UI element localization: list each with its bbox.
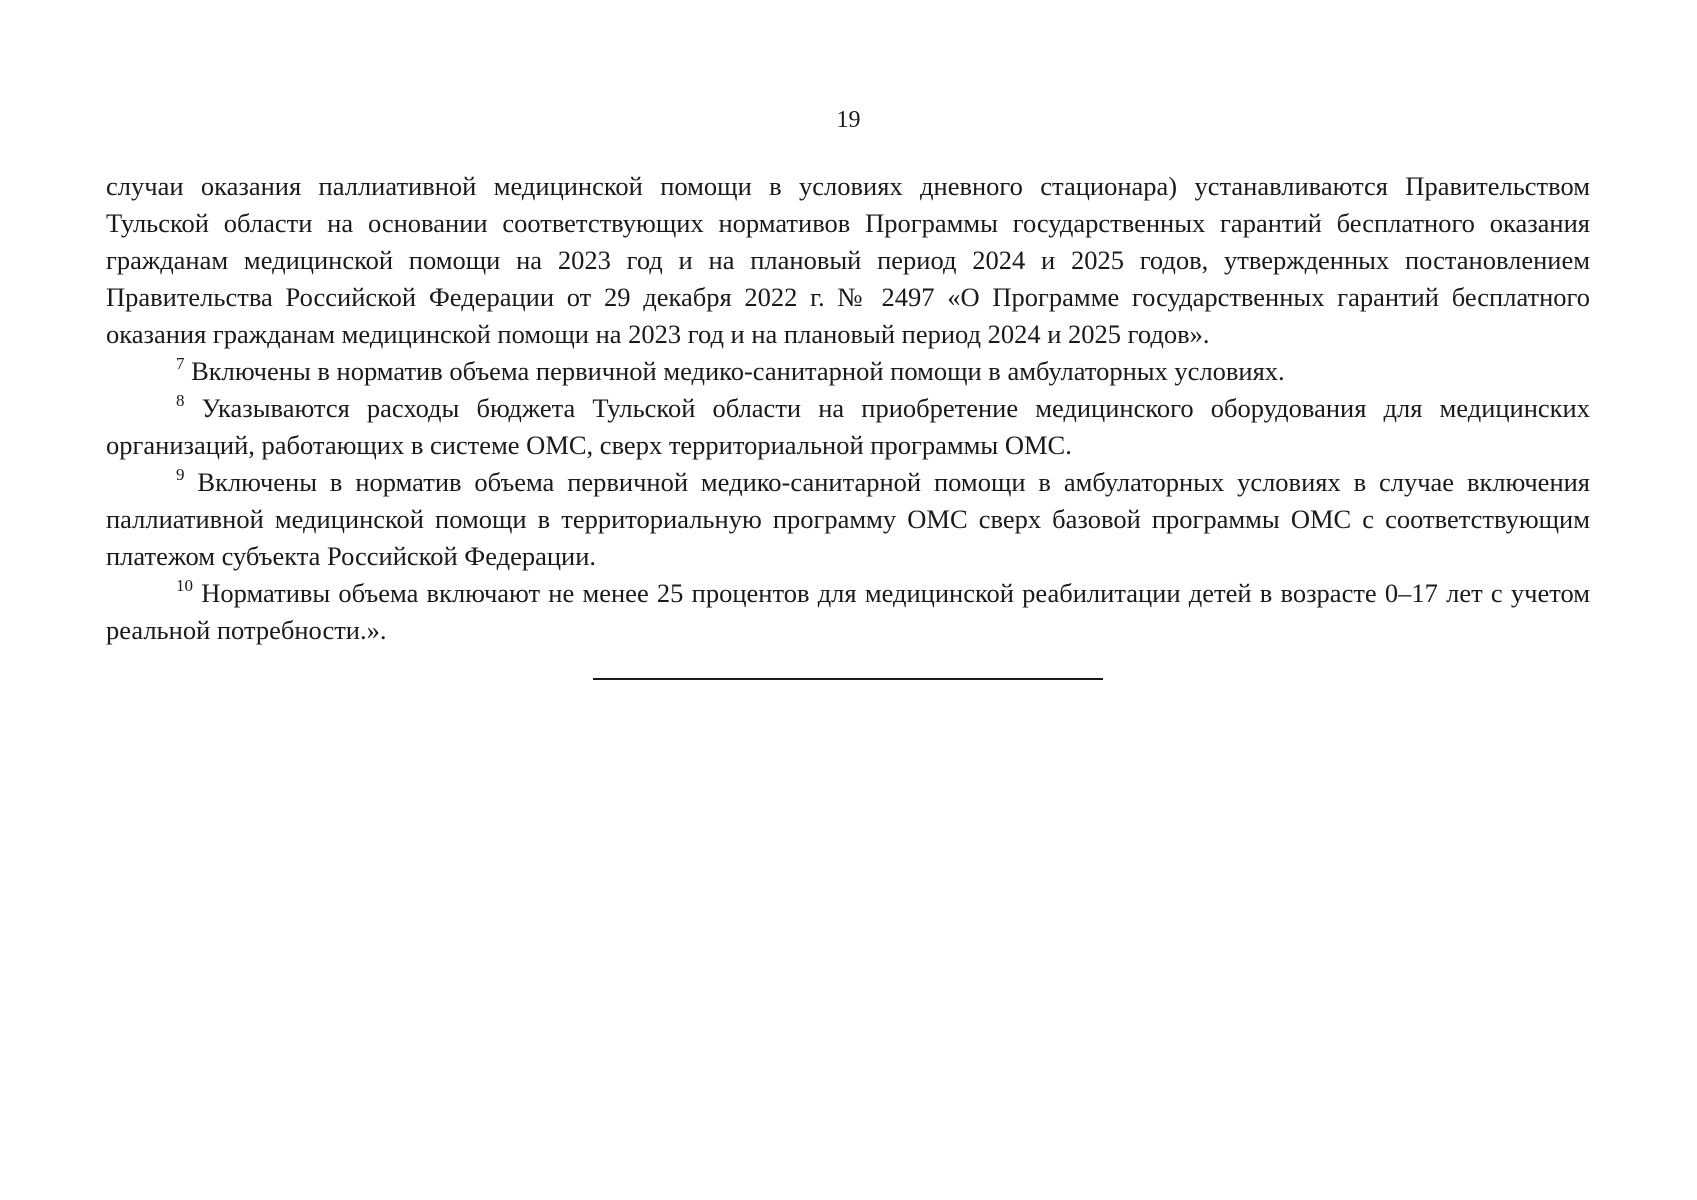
footnote-marker: 10 (176, 576, 193, 595)
body-text (106, 168, 1590, 649)
footnote-marker: 8 (176, 391, 185, 410)
footnote-text: Включены в норматив объема первичной медико-санитарной помощи в амбулаторных условиях. (184, 356, 1285, 386)
footnote-marker: 7 (176, 354, 185, 373)
footnote-7 (106, 353, 1590, 390)
footnote-text: Включены в норматив объема первичной медико-санитарной помощи в амбулаторных условиях в случае включения паллиативной медицинской помощи в территориальную программу ОМС сверх базовой программы ОМС с соответствующим платежом субъекта Российской Федерации. (106, 467, 1590, 571)
continuation-paragraph: случаи оказания паллиативной медицинской помощи в условиях дневного стационара) устанавливаются Правительством Тульской области на основании соответствующих нормативов Программы государственных гарантий бесплатного оказания гражданам медицинской помощи на 2023 год и на плановый период 2024 и 2025 годов, утвержденных постановлением Правительства Российской Федерации от 29 декабря 2022 г. № 2497 «О Программе государственных гарантий бесплатного оказания гражданам медицинской помощи на 2023 год и на плановый период 2024 и 2025 годов». (106, 171, 1590, 349)
page-number: 19 (836, 107, 861, 133)
footnote-10 (106, 575, 1590, 649)
footnote-text: Нормативы объема включают не менее 25 процентов для медицинской реабилитации детей в возрасте 0–17 лет с учетом реальной потребности.». (106, 578, 1590, 645)
footnote-9 (106, 464, 1590, 575)
footnote-8 (106, 390, 1590, 464)
end-rule (593, 678, 1103, 680)
footnote-marker: 9 (176, 465, 185, 484)
footnote-text: Указываются расходы бюджета Тульской области на приобретение медицинского оборудования для медицинских организаций, работающих в системе ОМС, сверх территориальной программы ОМС. (106, 393, 1590, 460)
